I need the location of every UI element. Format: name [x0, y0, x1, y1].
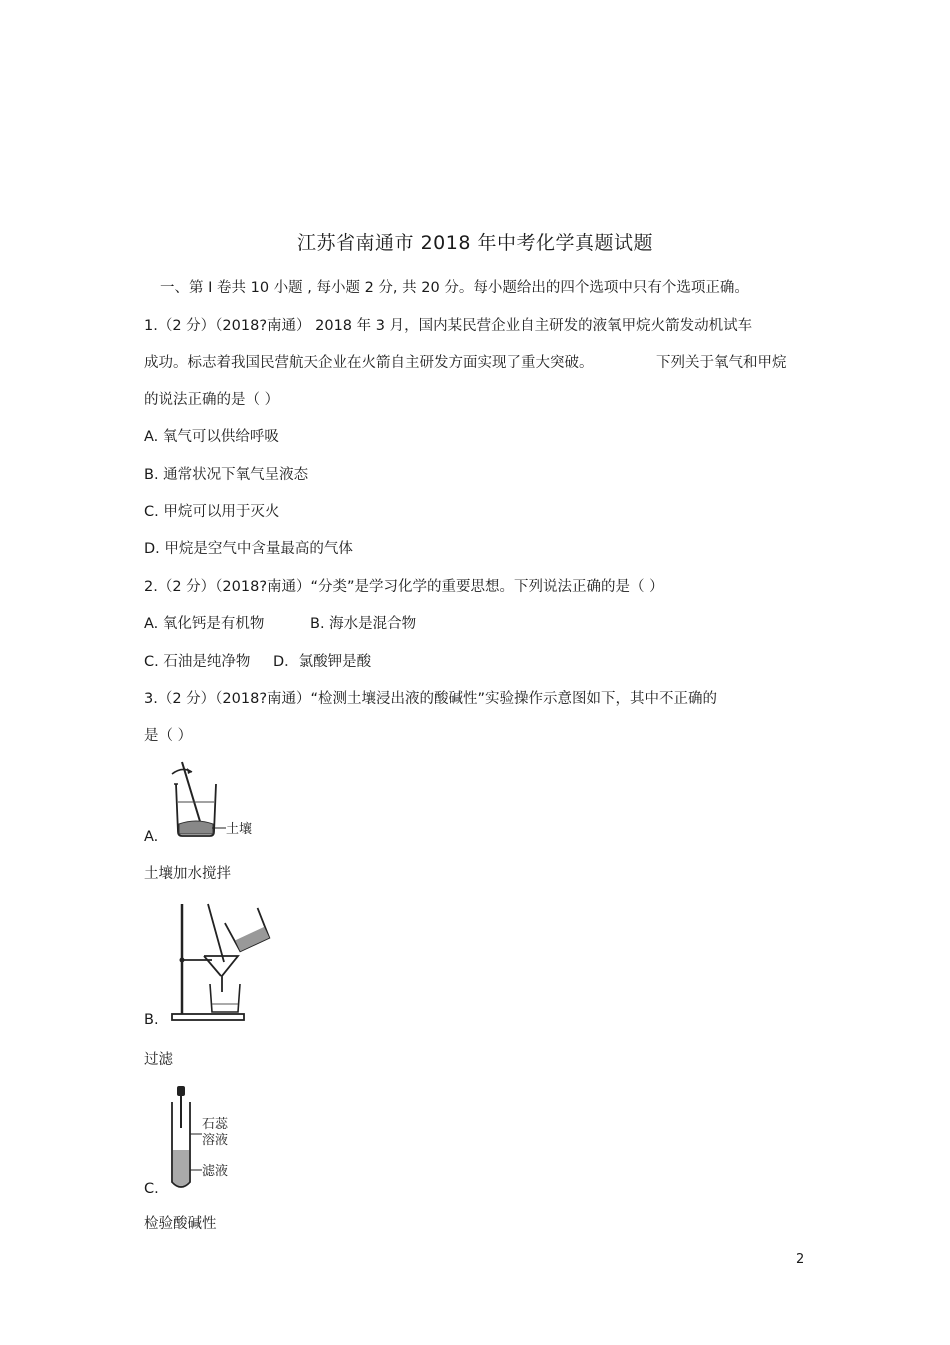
figure-c-caption: 检验酸碱性: [144, 1216, 217, 1232]
section-header: 一、第 I 卷共 10 小题 , 每小题 2 分, 共 20 分。每小题给出的四个选项中只有个选项正确。: [160, 280, 749, 296]
figure-c-label-top: 石蕊: [202, 1117, 229, 1132]
q2-option-b: B. 海水是混合物: [310, 616, 417, 632]
page-number: 2: [796, 1252, 805, 1267]
q1-line2b: 下列关于氧气和甲烷: [656, 355, 787, 371]
q1-option-b: B. 通常状况下氧气呈液态: [144, 467, 309, 483]
figure-c-letter: C.: [144, 1181, 159, 1197]
q2-option-d: D．氯酸钾是酸: [273, 654, 372, 670]
q1-option-c: C. 甲烷可以用于灭火: [144, 504, 280, 520]
figure-a-letter: A.: [144, 829, 159, 845]
q3-line1: 3.（2 分）（2018?南通）“检测土壤浸出液的酸碱性”实验操作示意图如下，其中不正确的: [144, 691, 718, 707]
q1-option-d: D. 甲烷是空气中含量最高的气体: [144, 541, 353, 557]
figure-c-label-mid: 溶液: [202, 1133, 229, 1148]
q1-line3: 的说法正确的是（ ）: [144, 392, 280, 408]
figure-a-stirring: [168, 758, 258, 840]
figure-b-filtration: [168, 900, 278, 1026]
q1-line2a: 成功。标志着我国民营航天企业在火箭自主研发方面实现了重大突破。: [144, 355, 594, 371]
figure-b-caption: 过滤: [144, 1052, 173, 1068]
q1-option-a: A. 氧气可以供给呼吸: [144, 429, 279, 445]
page-title: 江苏省南通市 2018 年中考化学真题试题: [297, 232, 653, 254]
figure-c-label-bot: 滤液: [202, 1164, 229, 1179]
q3-line2: 是（ ）: [144, 728, 193, 744]
q1-line1: 1.（2 分）（2018?南通） 2018 年 3 月，国内某民营企业自主研发的液氧甲烷火箭发动机试车: [144, 318, 753, 334]
q2-option-a: A. 氧化钙是有机物: [144, 616, 265, 632]
q2-line1: 2.（2 分）（2018?南通）“分类”是学习化学的重要思想。下列说法正确的是（ ）: [144, 579, 664, 595]
figure-a-label: 土壤: [226, 822, 253, 837]
figure-c-test-tube: [168, 1084, 258, 1194]
figure-b-letter: B.: [144, 1012, 159, 1028]
figure-a-caption: 土壤加水搅拌: [144, 866, 231, 882]
q2-option-c: C. 石油是纯净物: [144, 654, 251, 670]
